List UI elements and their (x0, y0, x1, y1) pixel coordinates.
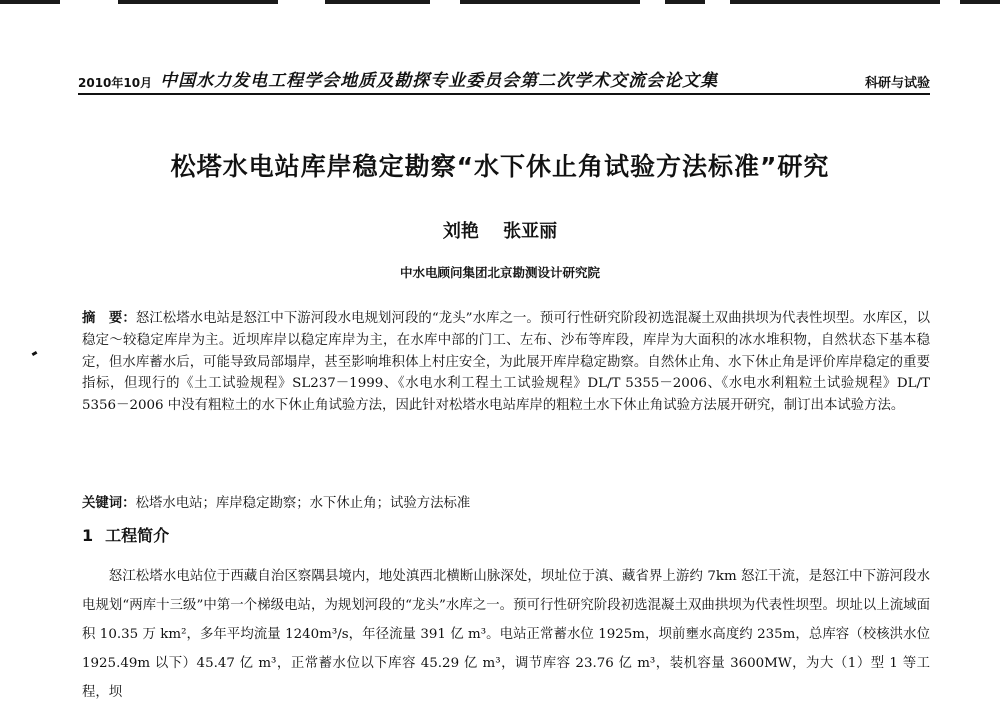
author-name: 刘艳 (442, 221, 479, 242)
scan-artifact (118, 0, 278, 4)
authors (0, 217, 1000, 243)
scan-artifact (960, 0, 1000, 4)
affiliation: 中水电顾问集团北京勘测设计研究院 (399, 265, 600, 280)
section-title: 工程简介 (105, 526, 170, 545)
header-journal: 中国水力发电工程学会地质及勘探专业委员会第二次学术交流会论文集 (160, 71, 719, 91)
keywords-label: 关键词： (82, 496, 136, 511)
scan-artifact (325, 0, 430, 4)
header-date: 2010年10月 (78, 76, 153, 90)
scan-artifact (460, 0, 640, 4)
running-header (78, 63, 930, 91)
section-heading (82, 523, 169, 546)
header-section: 科研与试验 (864, 76, 930, 91)
abstract (82, 308, 930, 417)
abstract-label: 摘 要： (82, 311, 136, 326)
abstract-text: 怒江松塔水电站是怒江中下游河段水电规划河段的“龙头”水库之一。预可行性研究阶段初选混凝土双曲拱坝为代表性坝型。水库区，以稳定～较稳定库岸为主。近坝库岸以稳定库岸为主，在水库中部的门工、左布、沙布等库段，库岸为大面积的冰水堆积物，自然状态下基本稳定，但水库蓄水后，可能导致局部塌岸，甚至影响堆积体上村庄安全，为此展开库岸稳定勘察。自然休止角、水下休止角是评价库岸稳定的重要指标，但现行的《土工试验规程》SL237－1999、《水电水利工程土工试验规程》DL/T 5355－2006、《水电水利粗粒土试验规程》DL/T 5356－2006 中没有粗粒土的水下休止角试验方法，因此针对松塔水电站库岸的粗粒土水下休止角试验方法展开研究，制订出本试验方法。 (82, 311, 931, 414)
keywords (82, 492, 470, 511)
keywords-text: 松塔水电站；库岸稳定勘察；水下休止角；试验方法标准 (135, 496, 471, 511)
body-paragraph: 怒江松塔水电站位于西藏自治区察隅县境内，地处滇西北横断山脉深处，坝址位于滇、藏省界上游约 7km 怒江干流，是怒江中下游河段水电规划“两库十三级”中第一个梯级电站，为规划河段的“龙头”水库之一。预可行性研究阶段初选混凝土双曲拱坝为代表性坝型。坝址以上流域面积 10.35 万 km²，多年平均流量 1240m³/s，年径流量 391 亿 m³。电站正常蓄水位 1925m，坝前壅水高度约 235m，总库容（校核洪水位 1925.49m 以下）45.47 亿 m³，正常蓄水位以下库容 45.29 亿 m³，调节库容 23.76 亿 m³，装机容量 3600MW，为大（1）型 1 等工程，坝 (82, 569, 930, 700)
author-name: 张亚丽 (503, 221, 558, 242)
section-number: 1 (82, 526, 94, 545)
scan-artifact (730, 0, 940, 4)
scan-artifact (0, 0, 60, 4)
paper-title: 松塔水电站库岸稳定勘察“水下休止角试验方法标准”研究 (170, 152, 830, 181)
scan-artifact (665, 0, 705, 4)
scan-mark (32, 351, 38, 356)
header-rule (78, 93, 930, 95)
